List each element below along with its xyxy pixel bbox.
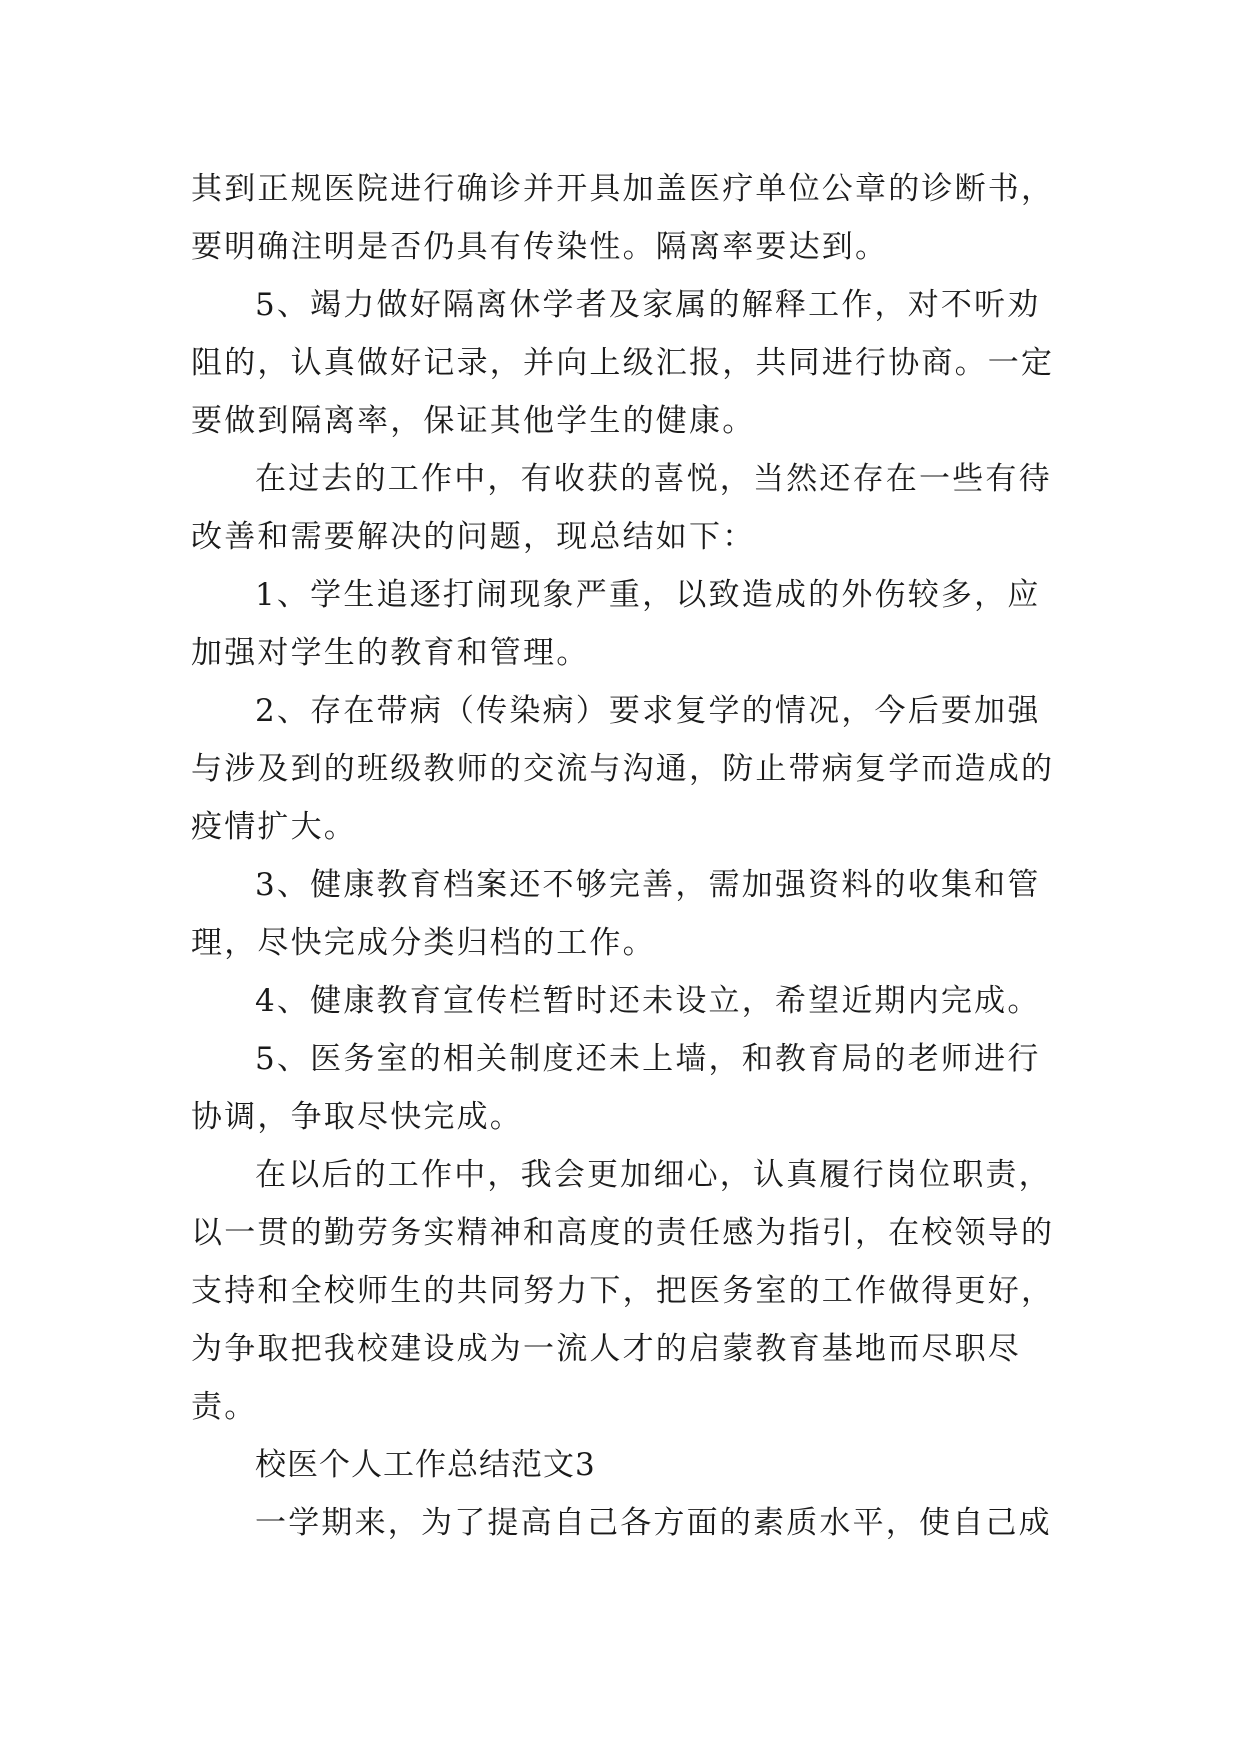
section-heading: 校医个人工作总结范文3 bbox=[255, 1447, 596, 1483]
text-line: 支持和全校师生的共同努力下，把医务室的工作做得更好， bbox=[191, 1273, 1055, 1309]
paragraph-start-line: 3、健康教育档案还不够完善，需加强资料的收集和管 bbox=[255, 867, 1041, 903]
paragraph-start-line: 4、健康教育宣传栏暂时还未设立，希望近期内完成。 bbox=[255, 983, 1041, 1019]
paragraph-start-line: 2、存在带病（传染病）要求复学的情况，今后要加强 bbox=[255, 693, 1041, 729]
text-line: 理，尽快完成分类归档的工作。 bbox=[191, 925, 656, 961]
text-line: 责。 bbox=[191, 1389, 258, 1425]
paragraph-start-line: 5、竭力做好隔离休学者及家属的解释工作，对不听劝 bbox=[255, 287, 1041, 323]
text-line: 以一贯的勤劳务实精神和高度的责任感为指引，在校领导的 bbox=[191, 1215, 1055, 1251]
paragraph-start-line: 在过去的工作中，有收获的喜悦，当然还存在一些有待 bbox=[255, 461, 1052, 497]
text-line: 要做到隔离率，保证其他学生的健康。 bbox=[191, 403, 756, 439]
text-line: 要明确注明是否仍具有传染性。隔离率要达到。 bbox=[191, 229, 889, 265]
paragraph-start-line: 1、学生追逐打闹现象严重，以致造成的外伤较多，应 bbox=[255, 577, 1041, 613]
text-line: 改善和需要解决的问题，现总结如下： bbox=[191, 519, 756, 555]
text-line: 与涉及到的班级教师的交流与沟通，防止带病复学而造成的 bbox=[191, 751, 1055, 787]
paragraph-start-line: 在以后的工作中，我会更加细心，认真履行岗位职责， bbox=[255, 1157, 1052, 1193]
text-line: 疫情扩大。 bbox=[191, 809, 357, 845]
text-line: 协调，争取尽快完成。 bbox=[191, 1099, 523, 1135]
text-line: 其到正规医院进行确诊并开具加盖医疗单位公章的诊断书， bbox=[191, 171, 1055, 207]
text-line: 阻的，认真做好记录，并向上级汇报，共同进行协商。一定 bbox=[191, 345, 1055, 381]
text-line: 加强对学生的教育和管理。 bbox=[191, 635, 590, 671]
paragraph-start-line: 5、医务室的相关制度还未上墙，和教育局的老师进行 bbox=[255, 1041, 1041, 1077]
text-line: 为争取把我校建设成为一流人才的启蒙教育基地而尽职尽 bbox=[191, 1331, 1021, 1367]
paragraph-start-line: 一学期来，为了提高自己各方面的素质水平，使自己成 bbox=[255, 1505, 1052, 1541]
document-body bbox=[191, 160, 1055, 1552]
